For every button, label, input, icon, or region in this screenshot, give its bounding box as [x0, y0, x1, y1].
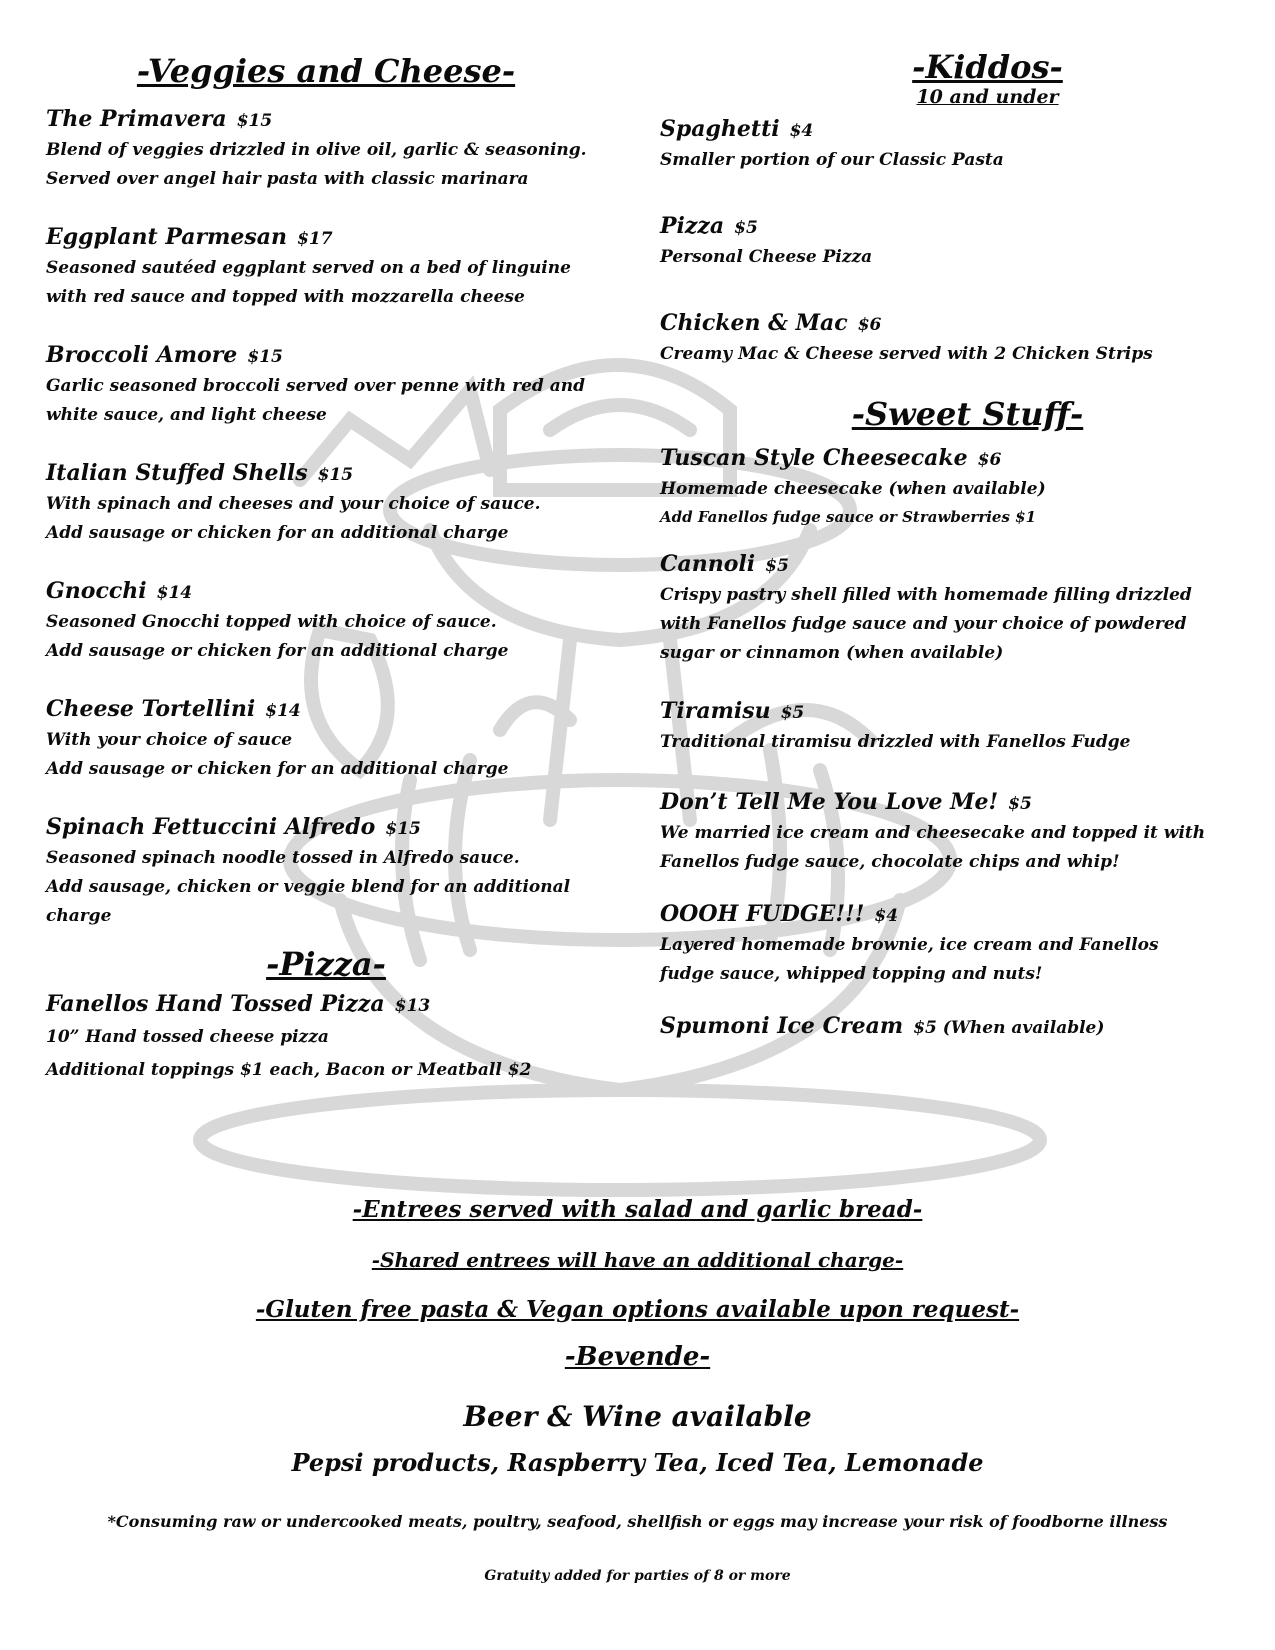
item-name: Gnocchi [46, 578, 147, 604]
item-desc: Add sausage or chicken for an additional charge [46, 523, 509, 543]
item-price: $15 [385, 819, 421, 839]
item-desc: Add sausage or chicken for an additional charge [46, 759, 509, 779]
item-desc: sugar or cinnamon (when available) [660, 643, 1004, 663]
kiddos-section-title: -Kiddos- [912, 48, 1063, 86]
item-price: $14 [265, 701, 301, 721]
item-desc: charge [46, 906, 112, 926]
menu-item-cheese-tortellini [46, 694, 606, 784]
item-desc: Seasoned Gnocchi topped with choice of sauce. [46, 612, 497, 632]
menu-item-spinach-fettuccini [46, 812, 606, 931]
menu-item-cheesecake [660, 443, 1235, 531]
menu-item-cannoli [660, 549, 1235, 668]
item-price: $5 [734, 218, 758, 238]
item-price: $6 [857, 315, 882, 335]
item-price: $14 [156, 583, 193, 603]
item-price: $15 [236, 111, 273, 131]
item-name: The Primavera [46, 106, 227, 132]
item-name: Spumoni Ice Cream [660, 1013, 904, 1039]
sweet-stuff-section-title: -Sweet Stuff- [851, 395, 1084, 433]
notice-shared: -Shared entrees will have an additional charge- [371, 1248, 904, 1272]
menu-item-spumoni [660, 1011, 1235, 1043]
item-price: $15 [247, 347, 283, 367]
item-desc: Garlic seasoned broccoli served over penne with red and [46, 376, 585, 396]
item-desc: with red sauce and topped with mozzarella cheese [46, 287, 525, 307]
item-desc: Fanellos fudge sauce, chocolate chips and whip! [660, 852, 1120, 872]
item-price: $5 [780, 703, 805, 723]
item-price: $5 (When available) [913, 1018, 1105, 1038]
kiddos-subtitle: 10 and under [916, 86, 1059, 108]
pizza-section-title: -Pizza- [266, 945, 386, 983]
beverage-line-beer-wine: Beer & Wine available [463, 1400, 812, 1433]
menu-item-dont-tell-me [660, 787, 1235, 877]
item-desc: Served over angel hair pasta with classic marinara [46, 169, 529, 189]
left-column [46, 52, 606, 1115]
item-name: Eggplant Parmesan [46, 224, 288, 250]
item-name: Spaghetti [660, 116, 780, 142]
item-desc: Creamy Mac & Cheese served with 2 Chicken Strips [660, 344, 1153, 364]
item-desc: With spinach and cheeses and your choice of sauce. [46, 494, 541, 514]
item-desc: Layered homemade brownie, ice cream and Fanellos [660, 935, 1159, 955]
beverage-line-soft-drinks: Pepsi products, Raspberry Tea, Iced Tea, Lemonade [291, 1448, 984, 1477]
menu-item-oooh-fudge [660, 899, 1235, 989]
item-note: Add Fanellos fudge sauce or Strawberries $1 [660, 508, 1037, 526]
item-name: Fanellos Hand Tossed Pizza [46, 991, 385, 1017]
menu-item-kids-spaghetti [660, 114, 1235, 175]
item-desc: Add sausage or chicken for an additional charge [46, 641, 509, 661]
item-price: $5 [1008, 794, 1032, 814]
item-desc: With your choice of sauce [46, 730, 293, 750]
menu-item-gnocchi [46, 576, 606, 666]
right-column [660, 48, 1235, 1071]
item-desc: 10” Hand tossed cheese pizza [46, 1027, 329, 1047]
menu-item-kids-pizza [660, 211, 1235, 272]
item-name: Don’t Tell Me You Love Me! [660, 789, 999, 815]
item-price: $13 [394, 996, 431, 1016]
item-price: $4 [789, 121, 814, 141]
item-name: Pizza [660, 213, 725, 239]
gratuity-note: Gratuity added for parties of 8 or more [484, 1568, 791, 1584]
item-desc: Blend of veggies drizzled in olive oil, garlic & seasoning. [46, 140, 587, 160]
item-desc: Seasoned sautéed eggplant served on a bed of linguine [46, 258, 571, 278]
item-name: Chicken & Mac [660, 310, 848, 336]
item-desc: Personal Cheese Pizza [660, 247, 873, 267]
menu-item-hand-tossed-pizza [46, 989, 606, 1087]
item-desc: fudge sauce, whipped topping and nuts! [660, 964, 1043, 984]
item-desc: Additional toppings $1 each, Bacon or Meatball $2 [46, 1060, 532, 1080]
item-desc: Crispy pastry shell filled with homemade filling drizzled [660, 585, 1192, 605]
item-desc: Homemade cheesecake (when available) [660, 479, 1046, 499]
item-name: Tiramisu [660, 698, 771, 724]
notice-entrees: -Entrees served with salad and garlic bread- [352, 1196, 923, 1223]
veggies-section-title: -Veggies and Cheese- [136, 52, 516, 90]
item-desc: Traditional tiramisu drizzled with Fanellos Fudge [660, 732, 1131, 752]
item-price: $4 [874, 906, 899, 926]
menu-item-stuffed-shells [46, 458, 606, 548]
item-name: OOOH FUDGE!!! [660, 901, 865, 927]
item-desc: Smaller portion of our Classic Pasta [660, 150, 1004, 170]
food-safety-disclaimer: *Consuming raw or undercooked meats, poultry, seafood, shellfish or eggs may increase your risk of foodborne illness [107, 1512, 1168, 1531]
item-desc: white sauce, and light cheese [46, 405, 327, 425]
item-price: $5 [765, 556, 789, 576]
item-desc: with Fanellos fudge sauce and your choice of powdered [660, 614, 1187, 634]
menu-item-broccoli-amore [46, 340, 606, 430]
menu-item-kids-chicken-mac [660, 308, 1235, 369]
item-price: $15 [317, 465, 354, 485]
menu-item-eggplant-parmesan [46, 222, 606, 312]
item-price: $17 [297, 229, 333, 249]
item-name: Italian Stuffed Shells [46, 460, 308, 486]
item-desc: Add sausage, chicken or veggie blend for an additional [46, 877, 571, 897]
item-name: Broccoli Amore [46, 342, 238, 368]
item-desc: Seasoned spinach noodle tossed in Alfredo sauce. [46, 848, 520, 868]
item-desc: We married ice cream and cheesecake and topped it with [660, 823, 1206, 843]
menu-item-tiramisu [660, 696, 1235, 757]
item-name: Cannoli [660, 551, 756, 577]
item-name: Tuscan Style Cheesecake [660, 445, 968, 471]
item-price: $6 [977, 450, 1002, 470]
menu-item-primavera [46, 104, 606, 194]
bevende-section-title: -Bevende- [564, 1342, 711, 1372]
item-name: Cheese Tortellini [46, 696, 256, 722]
notice-gluten-free: -Gluten free pasta & Vegan options available upon request- [255, 1296, 1020, 1323]
item-name: Spinach Fettuccini Alfredo [46, 814, 376, 840]
